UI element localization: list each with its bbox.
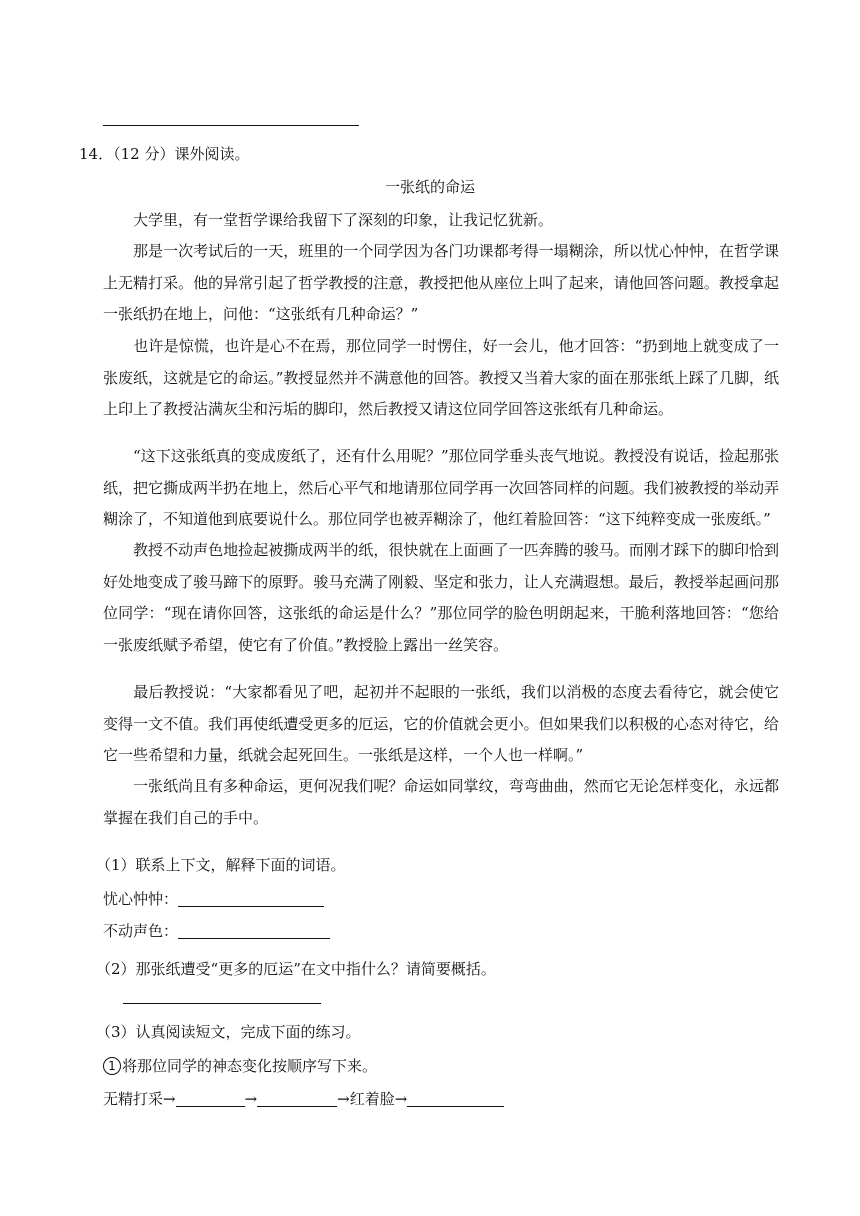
word-label: 不动声色： (103, 922, 179, 940)
item-number-circle: 1 (103, 1057, 121, 1075)
sub-question-1-word-1 (103, 889, 324, 909)
answer-blank-sub-question-2[interactable] (123, 1003, 321, 1004)
paragraph-6 (103, 677, 779, 772)
answer-blank-sequence-1[interactable] (176, 1090, 245, 1107)
paragraph-2 (103, 236, 779, 331)
question-number: 14． (79, 145, 114, 163)
arrow-icon: → (244, 1090, 258, 1108)
answer-blank-word-2[interactable] (178, 922, 330, 939)
paragraph-4 (103, 441, 779, 536)
arrow-icon: → (394, 1090, 408, 1108)
paragraph-5 (103, 535, 779, 661)
question-score: （12 分） (113, 145, 175, 163)
passage-title: 一张纸的命运 (384, 178, 475, 196)
answer-blank-sequence-3[interactable] (407, 1090, 504, 1107)
answer-line-previous (103, 125, 359, 126)
sub-question-3-item (103, 1056, 377, 1076)
sequence-middle: 红着脸 (349, 1090, 395, 1108)
sub-question-1-prompt: （1）联系上下文，解释下面的词语。 (96, 856, 346, 874)
arrow-icon: → (337, 1090, 350, 1108)
question-instruction: 课外阅读。 (174, 145, 250, 163)
answer-blank-sequence-2[interactable] (257, 1090, 337, 1107)
paragraph-3 (103, 331, 779, 426)
sub-question-3-prompt: （3）认真阅读短文，完成下面的练习。 (96, 1023, 361, 1041)
paragraph-text: 最后教授说：“大家都看见了吧，起初并不起眼的一张纸，我们以消极的态度去看待它，就会使它变得一文不值。我们再使纸遭受更多的厄运，它的价值就会更小。但如果我们以积极的心态对待它，给它一些希望和力量，纸就会起死回生。一张纸是这样，一个人也一样啊。” (103, 683, 779, 764)
paragraph-text: “这下这张纸真的变成废纸了，还有什么用呢？”那位同学垂头丧气地说。教授没有说话，捡起那张纸，把它撕成两半扔在地上，然后心平气和地请那位同学再一次回答同样的问题。我们被教授的举动弄糊涂了，不知道他到底要说什么。那位同学也被弄糊涂了，他红着脸回答：“这下纯粹变成一张废纸。” (103, 447, 779, 528)
question-header (79, 144, 249, 164)
answer-blank-word-1[interactable] (178, 890, 324, 907)
item-text: 将那位同学的神态变化按顺序写下来。 (122, 1057, 378, 1075)
paragraph-7 (103, 771, 779, 834)
sub-question-2-prompt: （2）那张纸遭受“更多的厄运”在文中指什么？请简要概括。 (96, 960, 496, 978)
paragraph-text: 教授不动声色地捡起被撕成两半的纸，很快就在上面画了一匹奔腾的骏马。而刚才踩下的脚印恰到好处地变成了骏马蹄下的原野。骏马充满了刚毅、坚定和张力，让人充满遐想。最后，教授举起画问那位同学：“现在请你回答，这张纸的命运是什么？”那位同学的脸色明朗起来，干脆利落地回答：“您给一张废纸赋予希望，使它有了价值。”教授脸上露出一丝笑容。 (103, 541, 779, 654)
sub-question-1-word-2 (103, 921, 330, 941)
expression-sequence (103, 1089, 504, 1109)
paragraph-text: 大学里，有一堂哲学课给我留下了深刻的印象，让我记忆犹新。 (133, 211, 554, 229)
paragraph-text: 一张纸尚且有多种命运，更何况我们呢？命运如同掌纹，弯弯曲曲，然而它无论怎样变化，永远都掌握在我们自己的手中。 (103, 777, 779, 827)
word-label: 忧心忡忡： (103, 890, 179, 908)
sequence-start: 无精打采 (103, 1090, 164, 1108)
paragraph-1 (103, 205, 779, 237)
arrow-icon: → (163, 1090, 176, 1108)
paragraph-text: 那是一次考试后的一天，班里的一个同学因为各门功课都考得一塌糊涂，所以忧心忡忡，在哲学课上无精打采。他的异常引起了哲学教授的注意，教授把他从座位上叫了起来，请他回答问题。教授拿起一张纸扔在地上，问他：“这张纸有几种命运？” (103, 242, 779, 323)
paragraph-text: 也许是惊慌，也许是心不在焉，那位同学一时愣住，好一会儿，他才回答：“扔到地上就变成了一张废纸，这就是它的命运。”教授显然并不满意他的回答。教授又当着大家的面在那张纸上踩了几脚，纸上印上了教授沾满灰尘和污垢的脚印，然后教授又请这位同学回答这张纸有几种命运。 (103, 337, 779, 418)
